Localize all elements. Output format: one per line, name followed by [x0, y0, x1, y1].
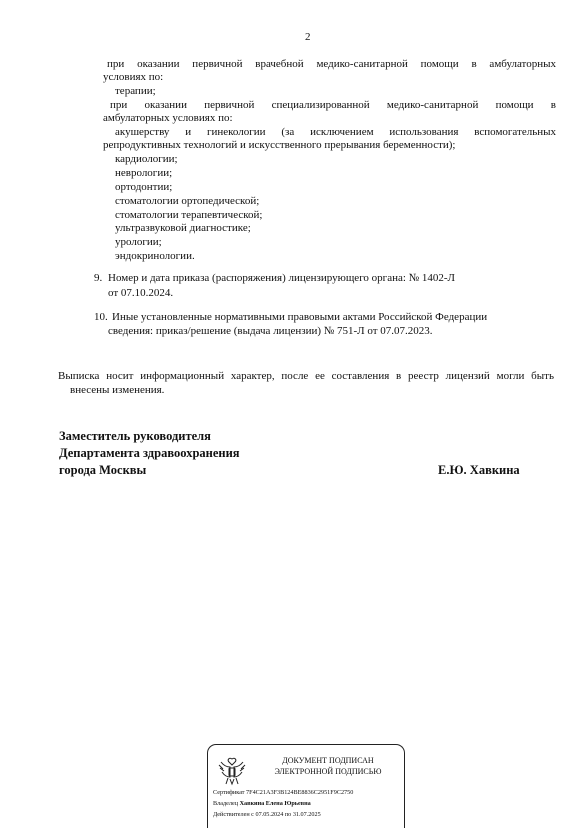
note-line2: внесены изменения.	[70, 384, 165, 396]
stamp-owner	[213, 800, 311, 808]
signer-title-line2: Департамента здравоохранения	[59, 446, 240, 460]
stamp-certificate-label: Сертификат	[213, 789, 245, 796]
service-item: терапии;	[115, 85, 156, 97]
signer-name: Е.Ю. Хавкина	[438, 463, 520, 477]
services-p2-line1: при оказании первичной специализированной медико-санитарной помощи в	[110, 99, 556, 111]
coat-of-arms-icon	[215, 753, 249, 787]
stamp-title-line1: ДОКУМЕНТ ПОДПИСАН	[282, 756, 374, 765]
service-item: кардиологии;	[115, 153, 178, 165]
service-item: ультразвуковой диагностике;	[115, 222, 251, 234]
section-9-line2: от 07.10.2024.	[108, 287, 174, 299]
services-p1-line1: при оказании первичной врачебной медико-санитарной помощи в амбулаторных	[107, 58, 556, 70]
services-p2-line2: амбулаторных условиях по:	[103, 112, 233, 124]
note-line1: Выписка носит информационный характер, после ее составления в реестр лицензий могли быть	[58, 370, 554, 382]
section-10-line2: сведения: приказ/решение (выдача лицензии) № 751-Л от 07.07.2023.	[108, 325, 433, 337]
electronic-signature-stamp	[207, 744, 405, 828]
service-item-continued: репродуктивных технологий и искусственного прерывания беременности);	[103, 139, 456, 151]
stamp-title-line2: ЭЛЕКТРОННОЙ ПОДПИСЬЮ	[274, 767, 382, 776]
page-number: 2	[305, 31, 311, 43]
stamp-certificate-value: 7F4C21A3F3B124BE8836C2951F9C2750	[246, 789, 354, 796]
stamp-owner-value: Хавкина Елена Юрьевна	[239, 800, 311, 807]
service-item: неврологии;	[115, 167, 173, 179]
stamp-validity: Действителен с 07.05.2024 по 31.07.2025	[213, 811, 321, 818]
service-item: стоматологии терапевтической;	[115, 209, 263, 221]
service-item: акушерству и гинекологии (за исключением использования вспомогательных	[115, 126, 556, 138]
service-item: стоматологии ортопедической;	[115, 195, 260, 207]
stamp-certificate	[213, 789, 353, 797]
services-p1-line2: условиях по:	[103, 71, 164, 83]
section-9-number: 9.	[94, 272, 103, 284]
service-item: ортодонтии;	[115, 181, 173, 193]
service-item: урологии;	[115, 236, 162, 248]
section-10-number: 10.	[94, 311, 108, 323]
section-9-line1: Номер и дата приказа (распоряжения) лицензирующего органа: № 1402-Л	[108, 272, 456, 284]
signer-title-line3: города Москвы	[59, 463, 147, 477]
section-10-line1: Иные установленные нормативными правовыми актами Российской Федерации	[112, 311, 488, 323]
service-item: эндокринологии.	[115, 250, 195, 262]
stamp-owner-label: Владелец	[213, 800, 239, 807]
signer-title-line1: Заместитель руководителя	[59, 429, 211, 443]
